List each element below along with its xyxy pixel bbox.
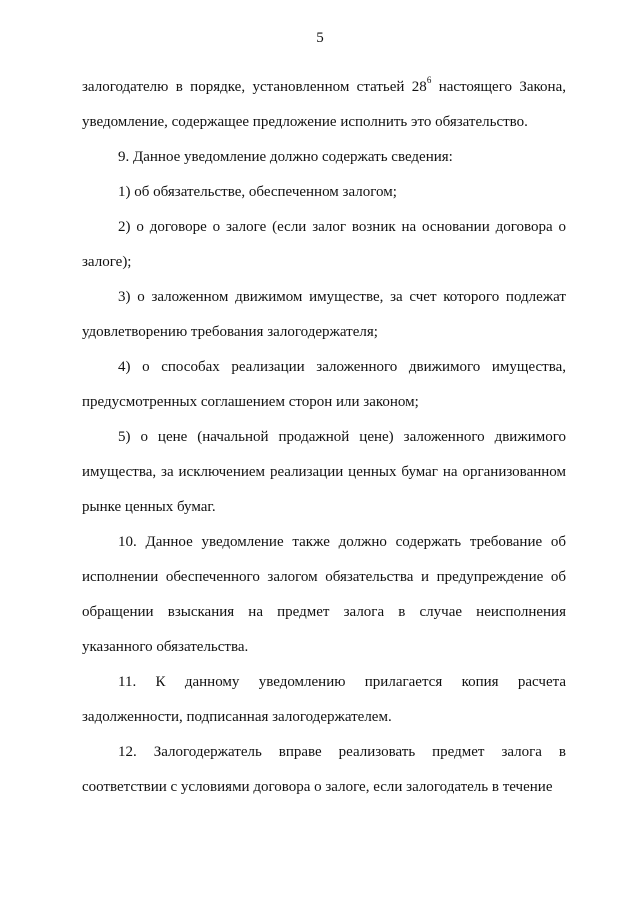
paragraph-9-item-1: 1) об обязательстве, обеспеченном залогом; — [118, 184, 397, 200]
paragraph-11: 11. К данному уведомлению прилагается копия расчета задолженности, подписанная залогодержателем. — [82, 674, 566, 725]
paragraph-text: настоящего Закона, уведомление, содержащее предложение исполнить это обязательство. — [82, 79, 566, 130]
paragraph-9-item-5: 5) о цене (начальной продажной цене) заложенного движимого имущества, за исключением реализации ценных бумаг на организованном рынке ценных бумаг. — [82, 429, 566, 515]
paragraph-9: 9. Данное уведомление должно содержать сведения: — [118, 149, 453, 165]
paragraph-9-item-3: 3) о заложенном движимом имуществе, за счет которого подлежат удовлетворению требования залогодержателя; — [82, 289, 566, 340]
paragraph-10: 10. Данное уведомление также должно содержать требование об исполнении обеспеченного залогом обязательства и предупреждение об обращении взыскания на предмет залога в случае неисполнения указанного обязательства. — [82, 534, 566, 655]
paragraph-text: залогодателю в порядке, установленном статьей 28 — [82, 79, 427, 95]
paragraph-9-item-4: 4) о способах реализации заложенного движимого имущества, предусмотренных соглашением сторон или законом; — [82, 359, 566, 410]
page-number: 5 — [316, 30, 324, 46]
paragraph-continuation — [82, 70, 566, 140]
article-superscript: 6 — [426, 75, 432, 85]
document-body — [82, 70, 566, 805]
paragraph-9-item-2: 2) о договоре о залоге (если залог возник на основании договора о залоге); — [82, 219, 566, 270]
paragraph-12: 12. Залогодержатель вправе реализовать предмет залога в соответствии с условиями договора о залоге, если залогодатель в течение — [82, 744, 566, 795]
